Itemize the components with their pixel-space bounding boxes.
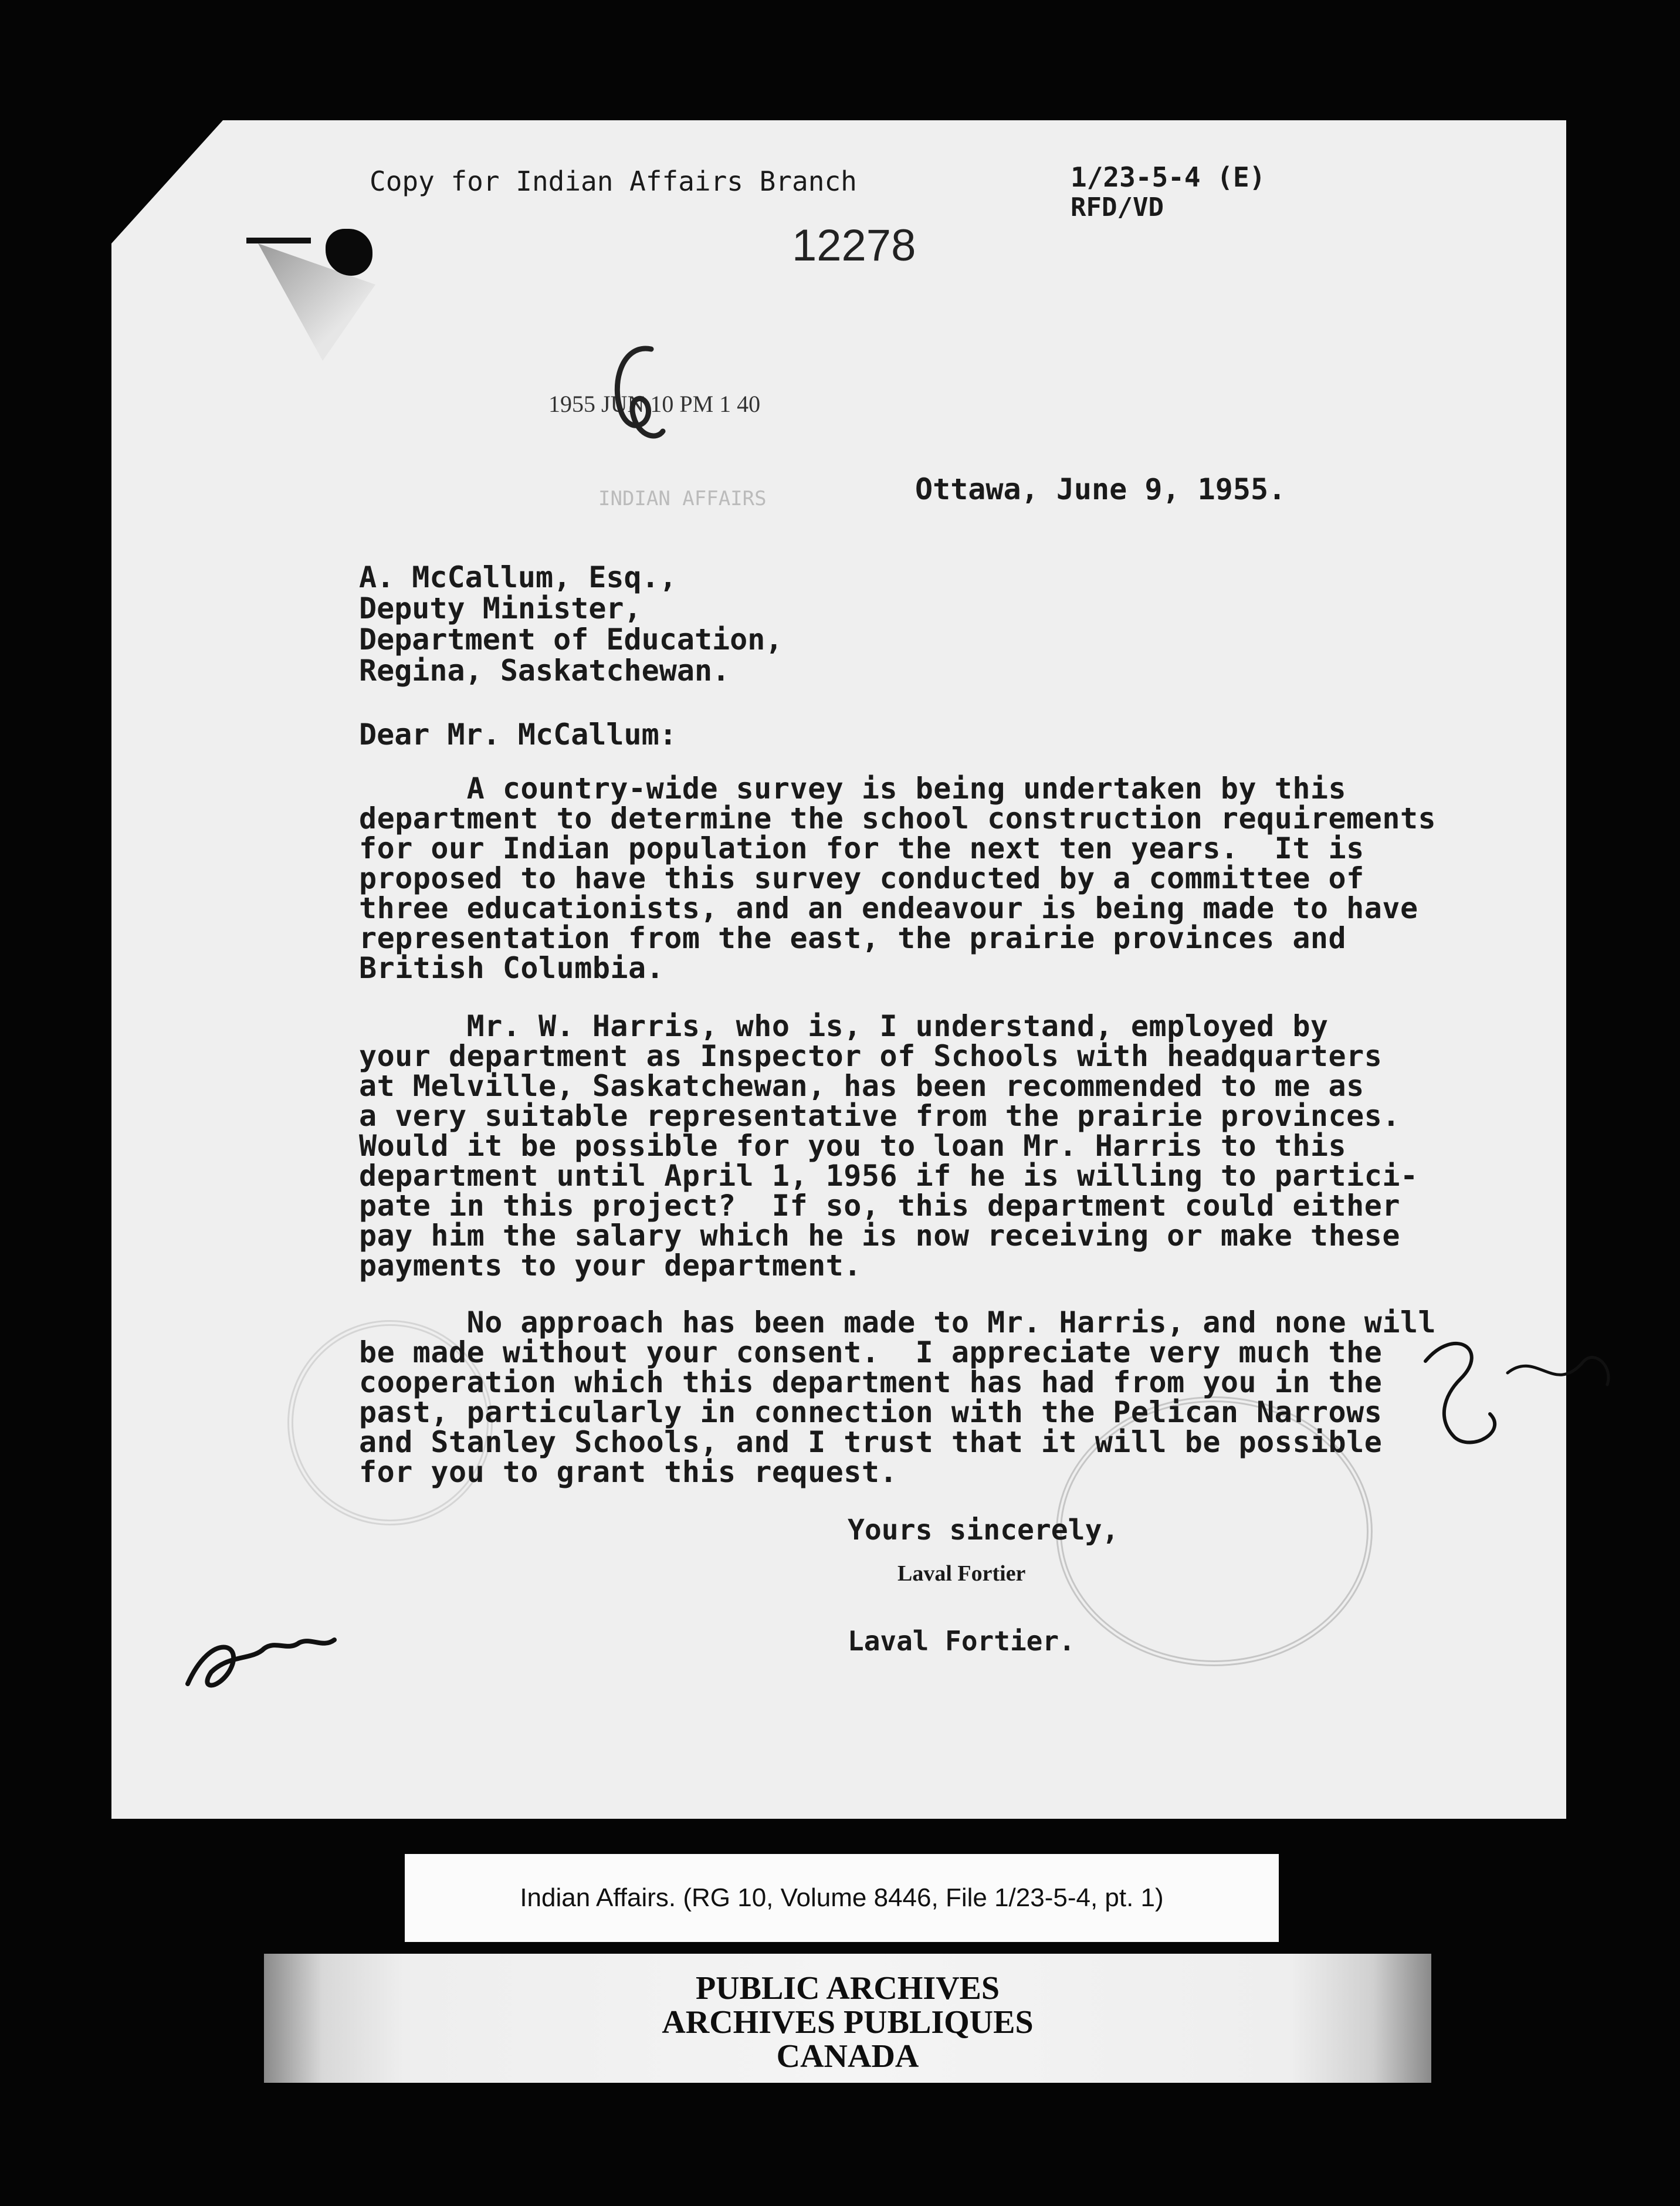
archives-stamp-label bbox=[264, 1954, 1431, 2083]
paragraph-3-line: and Stanley Schools, and I trust that it will be possible bbox=[359, 1425, 1383, 1459]
paragraph-2-line: payments to your department. bbox=[359, 1249, 862, 1283]
paragraph-2-line: Would it be possible for you to loan Mr. Harris to this bbox=[359, 1129, 1347, 1163]
faded-office-stamp: INDIAN AFFAIRS bbox=[598, 487, 767, 510]
signed-name: Laval Fortier. bbox=[848, 1625, 1075, 1657]
dateline: Ottawa, June 9, 1955. bbox=[915, 472, 1286, 506]
paragraph-1-line: department to determine the school construction requirements bbox=[359, 801, 1437, 835]
addressee-line: Department of Education, bbox=[359, 622, 783, 657]
received-stamp: 1955 JUN 10 PM 1 40 bbox=[548, 391, 761, 417]
header-copy-note: Copy for Indian Affairs Branch bbox=[370, 165, 857, 197]
paragraph-1-line: British Columbia. bbox=[359, 951, 665, 985]
paragraph-2-line: department until April 1, 1956 if he is willing to partici- bbox=[359, 1159, 1418, 1193]
salutation: Dear Mr. McCallum: bbox=[359, 718, 677, 752]
paragraph-2-line: Mr. W. Harris, who is, I understand, employed by bbox=[359, 1009, 1329, 1043]
paragraph-2-line: pay him the salary which he is now receiving or make these bbox=[359, 1219, 1400, 1253]
handwritten-initials-bottom-left bbox=[176, 1608, 340, 1701]
paragraph-3-line: for you to grant this request. bbox=[359, 1455, 898, 1489]
handwritten-margin-mark-right bbox=[1420, 1314, 1631, 1455]
paragraph-3-line: past, particularly in connection with the Pelican Narrows bbox=[359, 1395, 1383, 1429]
addressee-line: A. McCallum, Esq., bbox=[359, 560, 677, 594]
typist-initials: RFD/VD bbox=[1071, 192, 1164, 222]
archives-line-3: CANADA bbox=[776, 2038, 919, 2075]
closing: Yours sincerely, bbox=[848, 1514, 1119, 1547]
paragraph-2-line: pate in this project? If so, this department could either bbox=[359, 1189, 1400, 1223]
paragraph-2-line: a very suitable representative from the prairie provinces. bbox=[359, 1099, 1400, 1133]
addressee-line: Regina, Saskatchewan. bbox=[359, 654, 730, 688]
archives-line-1: PUBLIC ARCHIVES bbox=[695, 1970, 1000, 2007]
paragraph-1-line: for our Indian population for the next ten years. It is bbox=[359, 831, 1364, 865]
paragraph-2-line: at Melville, Saskatchewan, has been recommended to me as bbox=[359, 1069, 1364, 1103]
paragraph-2-line: your department as Inspector of Schools with headquarters bbox=[359, 1039, 1383, 1073]
handwritten-initial-stamp bbox=[598, 337, 669, 455]
paragraph-3-line: No approach has been made to Mr. Harris, and none will bbox=[359, 1305, 1437, 1339]
paragraph-1-line: proposed to have this survey conducted by a committee of bbox=[359, 861, 1364, 895]
typed-signature: Laval Fortier bbox=[897, 1561, 1026, 1586]
addressee-line: Deputy Minister, bbox=[359, 591, 642, 625]
paragraph-1-line: A country-wide survey is being undertaken by this bbox=[359, 772, 1347, 806]
paragraph-3-line: be made without your consent. I appreciate very much the bbox=[359, 1335, 1383, 1369]
paragraph-3-line: cooperation which this department has had from you in the bbox=[359, 1365, 1383, 1399]
archives-line-2: ARCHIVES PUBLIQUES bbox=[662, 2004, 1034, 2041]
archive-reference-label bbox=[405, 1854, 1279, 1942]
archive-reference-text: Indian Affairs. (RG 10, Volume 8446, File 1/23-5-4, pt. 1) bbox=[520, 1883, 1164, 1912]
file-reference: 1/23-5-4 (E) bbox=[1071, 161, 1266, 193]
paragraph-1-line: representation from the east, the prairie provinces and bbox=[359, 921, 1347, 955]
paragraph-1-line: three educationists, and an endeavour is being made to have bbox=[359, 891, 1418, 925]
document-number: 12278 bbox=[792, 221, 916, 270]
ink-dash-mark bbox=[246, 238, 311, 243]
